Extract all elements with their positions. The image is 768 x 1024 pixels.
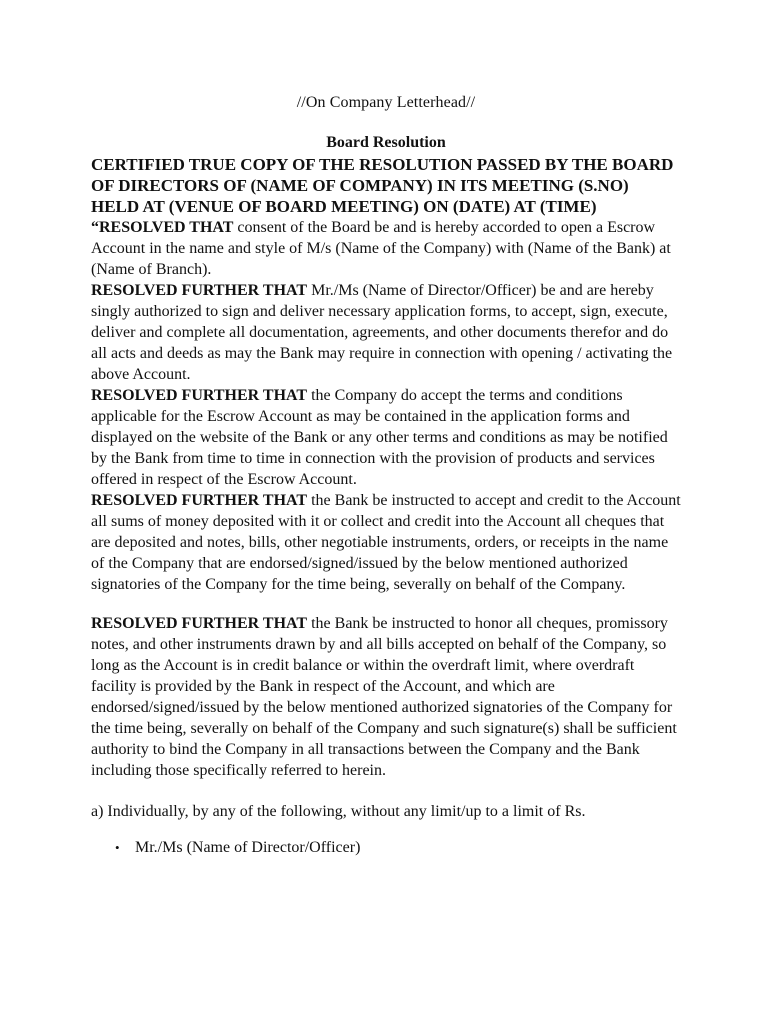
- signatory-list: [91, 837, 681, 858]
- resolution-paragraph-1: [91, 217, 681, 280]
- document-title: Board Resolution: [326, 134, 446, 151]
- paragraph-lead: RESOLVED FURTHER THAT: [91, 492, 308, 509]
- document-page: [91, 92, 681, 858]
- list-item-text: Mr./Ms (Name of Director/Officer): [135, 839, 361, 856]
- paragraph-text: the Bank be instructed to honor all cheques, promissory notes, and other instruments drawn by and all bills accepted on behalf of the Company, so long as the Account is in credit balance or within the overdraft limit, where overdraft facility is provided by the Bank in respect of the Account, and which are endorsed/signed/issued by the below mentioned authorized signatories of the Company for the time being, severally on behalf of the Company and such signature(s) shall be sufficient authority to bind the Company in all transactions between the Company and the Bank including those specifically referred to herein.: [91, 615, 677, 779]
- resolution-paragraph-3: [91, 385, 681, 490]
- paragraph-text: consent of the Board be and is hereby accorded to open a Escrow Account in the name and style of M/s (Name of the Company) with (Name of the Bank) at (Name of Branch).: [91, 219, 671, 278]
- paragraph-lead: RESOLVED FURTHER THAT: [91, 387, 308, 404]
- letterhead-note: //On Company Letterhead//: [296, 94, 476, 111]
- resolution-paragraph-2: [91, 280, 681, 385]
- paragraph-lead: RESOLVED FURTHER THAT: [91, 282, 308, 299]
- paragraph-lead: RESOLVED FURTHER THAT: [91, 615, 308, 632]
- resolution-paragraph-4: [91, 490, 681, 595]
- resolution-heading: CERTIFIED TRUE COPY OF THE RESOLUTION PASSED BY THE BOARD OF DIRECTORS OF (NAME OF COMPANY) IN ITS MEETING (S.NO) HELD AT (VENUE OF BOARD MEETING) ON (DATE) AT (TIME): [91, 155, 674, 216]
- paragraph-text: the Bank be instructed to accept and credit to the Account all sums of money deposited with it or collect and credit into the Account all cheques that are deposited and notes, bills, other negotiable instruments, orders, or receipts in the name of the Company that are endorsed/signed/issued by the below mentioned authorized signatories of the Company for the time being, severally on behalf of the Company.: [91, 492, 681, 593]
- clause-a: a) Individually, by any of the following, without any limit/up to a limit of Rs.: [91, 803, 586, 820]
- paragraph-text: Mr./Ms (Name of Director/Officer) be and are hereby singly authorized to sign and deliver necessary application forms, to accept, sign, execute, deliver and complete all documentation, agreements, and other documents therefor and do all acts and deeds as may the Bank may require in connection with opening / activating the above Account.: [91, 282, 673, 383]
- paragraph-lead: “RESOLVED THAT: [91, 219, 234, 236]
- resolution-paragraph-5: [91, 613, 681, 781]
- paragraph-text: the Company do accept the terms and conditions applicable for the Escrow Account as may be contained in the application forms and displayed on the website of the Bank or any other terms and conditions as may be notified by the Bank from time to time in connection with the provision of products and services offered in respect of the Escrow Account.: [91, 387, 668, 488]
- list-item: [115, 837, 681, 858]
- bullet-icon: •: [115, 840, 120, 855]
